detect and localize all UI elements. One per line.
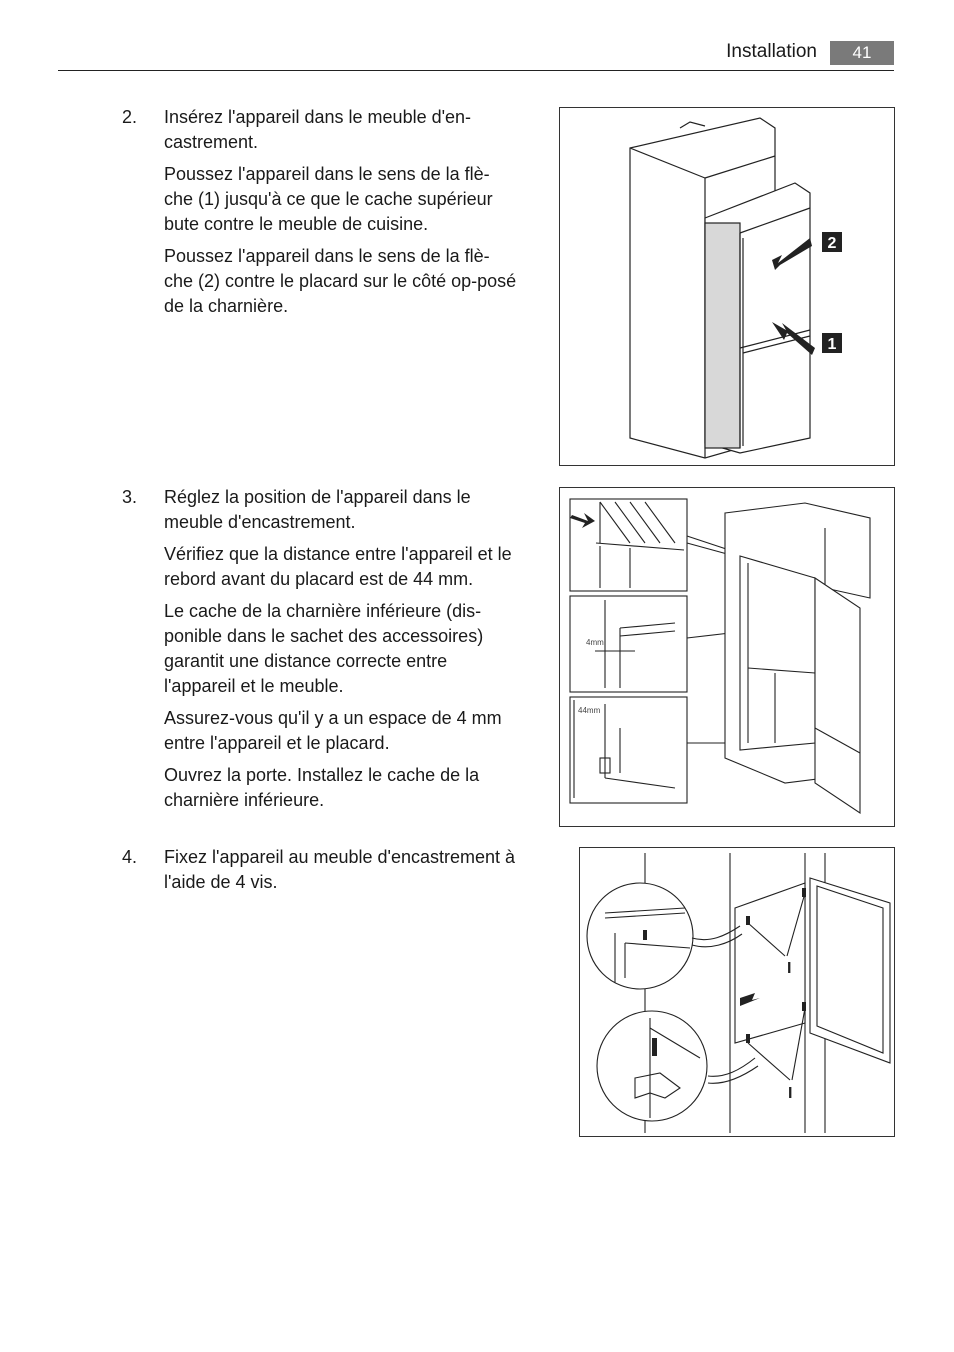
figure-adjust-position-drawing (560, 488, 894, 826)
figure-fix-screws-drawing (580, 848, 894, 1136)
step-3 (122, 485, 517, 820)
step-paragraph: Réglez la position de l'appareil dans le meuble d'encastrement. (164, 487, 471, 532)
arrow-2-label: 2 (827, 235, 837, 252)
step-number: 4. (122, 847, 138, 867)
step-paragraph: Ouvrez la porte. Installez le cache de la charnière inférieure. (164, 765, 480, 810)
arrow-1-label: 1 (827, 336, 837, 353)
step-paragraph: Le cache de la charnière inférieure (dis-ponible dans le sachet des accessoires) garantit une distance correcte entre l'appareil et le meuble. (164, 601, 484, 696)
figure-fix-screws (579, 847, 895, 1137)
step-4 (122, 845, 517, 902)
section-title: Installation (726, 41, 817, 62)
page-header (58, 38, 894, 71)
figure-adjust-position (559, 487, 895, 827)
dimension-depth-label: 44mm (578, 706, 601, 715)
page-number: 41 (830, 41, 894, 65)
step-number: 3. (122, 487, 138, 507)
step-paragraph: Assurez-vous qu'il y a un espace de 4 mm entre l'appareil et le placard. (164, 708, 502, 753)
figure-insert-appliance-drawing (560, 108, 894, 465)
step-paragraph: Poussez l'appareil dans le sens de la flè-che (1) jusqu'à ce que le cache supérieur bute contre le meuble de cuisine. (164, 164, 493, 234)
dimension-gap-label: 4mm (586, 638, 604, 647)
step-number: 2. (122, 107, 138, 127)
step-paragraph: Insérez l'appareil dans le meuble d'en-castrement. (164, 107, 472, 152)
step-paragraph: Fixez l'appareil au meuble d'encastrement à l'aide de 4 vis. (164, 847, 516, 892)
screws-bottom-label: I (788, 1085, 793, 1102)
step-paragraph: Poussez l'appareil dans le sens de la flè-che (2) contre le placard sur le côté op-posé de la charnière. (164, 246, 517, 316)
step-2 (122, 105, 517, 326)
step-paragraph: Vérifiez que la distance entre l'appareil et le rebord avant du placard est de 44 mm. (164, 544, 512, 589)
screws-top-label: I (787, 960, 792, 977)
figure-insert-appliance (559, 107, 895, 466)
